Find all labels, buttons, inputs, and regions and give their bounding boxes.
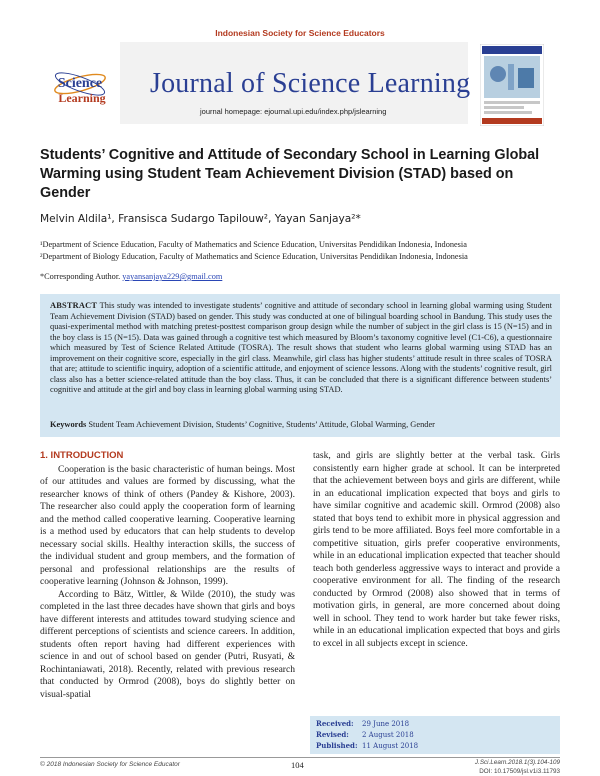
abstract-text: This study was intended to investigate students’ cognitive and attitude of secondary school in learning global warming using Student Team Achievement Division (STAD) based on gender. This study was conducted at one of bilingual boarding school in Bandung. This study uses the quasi-experimental method with matching pretest-posttest comparison group design while the number of subject in the girl class is 15 (N=15) and in the boy class is 15 (N=15). Data was gained through a cognitive test which measured by Bloom’s taxonomy cognitive level (C1-C6), a questionnaire which measured by Test of Science Related Attitude (TOSRA). The result shows that student who learns global warming using STAD has an improvement on their cognitive score, especially in the girl class. Meanwhile, girl class has higher students’ attitude result in three scales of TOSRA that are; attitude to scientific inquiry, adoption of a scientific attitude, and enjoyment of science lessons. Along with the students’ cognitive result, girl class also has a better science-related attitude than the boy class. Thus, it can be concluded that there is a significant difference between students’ cognitive and attitude at the girl and boy class in learning global warming using STAD. <box>50 301 552 395</box>
journal-cover-thumbnail <box>480 44 544 126</box>
abstract <box>50 301 552 396</box>
paragraph: According to Bätz, Wittler, & Wilde (2010), the study was completed in the last three decades have shown that girls and boys have different interests and attitudes toward studying science and different perceptions of scientists and science careers. In addition, students often report having had different experiences with science in and out of school based on gender (Putri, Rusyati, & Rochintaniawati, 2018). Recently, related with previous research that conducted by Ormrod (2008), boys do slightly better on visual-spatial <box>40 588 295 700</box>
received-date <box>316 719 409 728</box>
copyright-notice: © 2018 Indonesian Society for Science Educator <box>40 761 180 768</box>
corresponding-label: *Corresponding Author. <box>40 272 121 281</box>
section-heading-introduction: 1. INTRODUCTION <box>40 450 124 461</box>
received-value: 29 June 2018 <box>362 720 410 728</box>
revised-label: Revised: <box>316 730 349 739</box>
page-number: 104 <box>291 760 304 770</box>
doi-link[interactable]: DOI: 10.17509/jsl.v1i3.11793 <box>479 768 560 775</box>
keywords-label: Keywords <box>50 420 87 429</box>
body-column-right <box>313 450 560 650</box>
logo-text-science: Science <box>57 76 103 91</box>
published-label: Published: <box>316 741 358 750</box>
journal-title: Journal of Science Learning <box>150 68 471 99</box>
published-date <box>316 741 418 750</box>
author-list: Melvin Aldila¹, Fransisca Sudargo Tapilouw², Yayan Sanjaya²* <box>40 213 361 225</box>
footer-divider <box>40 757 560 758</box>
affiliation-1: ¹Department of Science Education, Faculty of Mathematics and Science Education, Universitas Pendidikan Indonesia, Indonesia <box>40 240 467 249</box>
revised-value: 2 August 2018 <box>362 731 414 739</box>
society-name: Indonesian Society for Science Educators <box>215 28 385 38</box>
logo-text-learning: Learning <box>58 91 106 105</box>
paragraph: task, and girls are slightly better at the verbal task. Girls consistently earn higher grade at school. It can be interpreted that the achievement between boys and girls are different, while in an educational implication expected that boys and girls to have similar cognitive and academic skill. Ormrod (2008) also stated that boys tend to exhibit more in physical aggression and girls tend to be more affiliated. Boys feel more comfortable in a competitive situation, girls prefer cooperative environments, while in an educational implication expected that teacher should teach both genderless aggressive ways to interact and provide a cooperative environment for all. The finding of the research conducted by Ormrod (2008) also showed that in terms of motivation girls, in general, are more concerned about doing well in school. They tend to work harder but take fewer risks, while in an educational implication expected that boys and girls to excel in all subjects except in science. <box>313 450 560 649</box>
article-title: Students’ Cognitive and Attitude of Secondary School in Learning Global Warming using Student Team Achievement Division (STAD) based on Gender <box>40 147 540 201</box>
journal-logo <box>40 62 120 112</box>
revised-date <box>316 730 414 739</box>
received-label: Received: <box>316 719 354 728</box>
published-value: 11 August 2018 <box>362 742 419 750</box>
paragraph: Cooperation is the basic characteristic of human beings. Most of our attitudes and values are formed by discussing, what the researcher knows of think of others (Pandey & Kishore, 2003). The researcher also could apply the cooperation form of learning and the method called cooperative learning. Cooperative learning is a method used by educators that can help students to develop necessary social skills. Healthy interaction skills, the success of the individual student and group members, and the formation of personal and professional relationships are the results of cooperative learning (Johnson & Johnson, 1999). <box>40 463 295 587</box>
keywords <box>50 420 552 429</box>
corresponding-author <box>40 272 222 281</box>
affiliation-2: ²Department of Biology Education, Faculty of Mathematics and Science Education, Universitas Pendidikan Indonesia, Indonesia <box>40 252 468 261</box>
abstract-label: ABSTRACT <box>50 301 98 310</box>
journal-homepage[interactable]: journal homepage: ejournal.upi.edu/index.php/jslearning <box>200 107 387 116</box>
body-column-left <box>40 450 295 701</box>
citation: J.Sci.Learn.2018.1(3).104-109 <box>474 759 560 766</box>
keywords-list: Student Team Achievement Division, Students’ Cognitive, Students’ Attitude, Global Warming, Gender <box>88 420 435 429</box>
corresponding-email-link[interactable]: yayansanjaya229@gmail.com <box>122 272 223 281</box>
